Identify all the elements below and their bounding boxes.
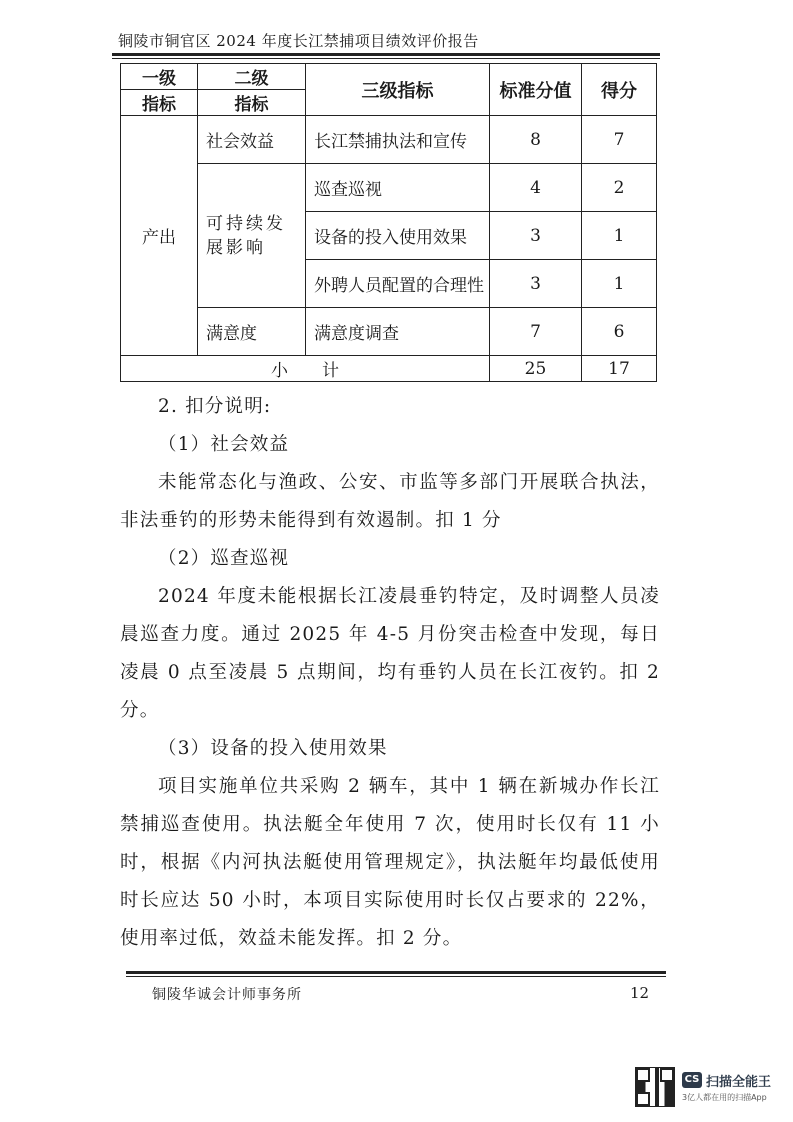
standard-cell: 7	[490, 308, 582, 356]
item-paragraph: 项目实施单位共采购 2 辆车，其中 1 辆在新城办作长江禁捕巡查使用。执法艇全年使用 7 次，使用时长仅有 11 小时，根据《内河执法艇使用管理规定》，执法艇年均最低使用时长应达 50 小时，本项目实际使用时长仅占要求的 22%，使用率过低，效益未能发挥。扣 2 分。	[120, 776, 660, 949]
score-cell: 7	[582, 116, 657, 164]
subtotal-row	[121, 356, 657, 382]
item-heading: （2）巡查巡视	[158, 548, 290, 569]
level2-label: 可持续发展影响	[206, 213, 286, 258]
level3-cell: 外聘人员配置的合理性	[306, 260, 490, 308]
footer-rule	[126, 971, 666, 974]
subtotal-standard: 25	[490, 356, 582, 382]
standard-cell: 3	[490, 212, 582, 260]
item-heading: （1）社会效益	[158, 434, 290, 455]
subtotal-score: 17	[582, 356, 657, 382]
col-score-header: 得分	[582, 64, 657, 116]
level3-cell: 巡查巡视	[306, 164, 490, 212]
col-level3-header: 三级指标	[306, 64, 490, 116]
level2-cell: 满意度	[198, 308, 306, 356]
col-standard-header: 标准分值	[490, 64, 582, 116]
camscanner-logo-icon: CS	[682, 1072, 702, 1088]
item-paragraph: 2024 年度未能根据长江凌晨垂钓特定，及时调整人员凌晨巡查力度。通过 2025 年 4-5 月份突击检查中发现，每日凌晨 0 点至凌晨 5 点期间，均有垂钓人员在长江夜钓。扣 2 分。	[120, 586, 660, 721]
col-level2-top: 二级	[198, 64, 306, 90]
header-rule-thin	[112, 58, 660, 59]
level3-cell: 设备的投入使用效果	[306, 212, 490, 260]
level1-cell: 产出	[121, 116, 198, 356]
col-level1-bottom: 指标	[121, 90, 198, 116]
table-row	[121, 308, 657, 356]
score-table	[120, 63, 657, 382]
standard-cell: 8	[490, 116, 582, 164]
qr-code-icon	[636, 1068, 674, 1106]
report-header: 铜陵市铜官区 2024 年度长江禁捕项目绩效评价报告	[118, 32, 479, 50]
score-cell: 1	[582, 260, 657, 308]
page-number: 12	[630, 984, 650, 1002]
standard-cell: 4	[490, 164, 582, 212]
item-paragraph: 未能常态化与渔政、公安、市监等多部门开展联合执法，非法垂钓的形势未能得到有效遏制。扣 1 分	[120, 472, 660, 531]
level2-cell: 社会效益	[198, 116, 306, 164]
col-level2-bottom: 指标	[198, 90, 306, 116]
score-cell: 6	[582, 308, 657, 356]
subtotal-label: 小 计	[121, 356, 490, 382]
watermark-tagline: 3亿人都在用的扫描App	[682, 1093, 767, 1102]
deduction-notes	[120, 388, 660, 958]
table-row	[121, 164, 657, 212]
footer-rule-thin	[126, 976, 666, 977]
level2-cell	[198, 164, 306, 308]
score-cell: 1	[582, 212, 657, 260]
level3-cell: 长江禁捕执法和宣传	[306, 116, 490, 164]
level3-cell: 满意度调查	[306, 308, 490, 356]
standard-cell: 3	[490, 260, 582, 308]
scanner-watermark	[636, 1068, 776, 1108]
item-heading: （3）设备的投入使用效果	[158, 738, 388, 759]
header-rule	[112, 53, 660, 56]
section-title: 2. 扣分说明:	[158, 396, 272, 417]
col-level1-top: 一级	[121, 64, 198, 90]
score-cell: 2	[582, 164, 657, 212]
watermark-app-name: 扫描全能王	[706, 1075, 772, 1090]
firm-name: 铜陵华诚会计师事务所	[152, 987, 302, 1003]
table-row	[121, 116, 657, 164]
